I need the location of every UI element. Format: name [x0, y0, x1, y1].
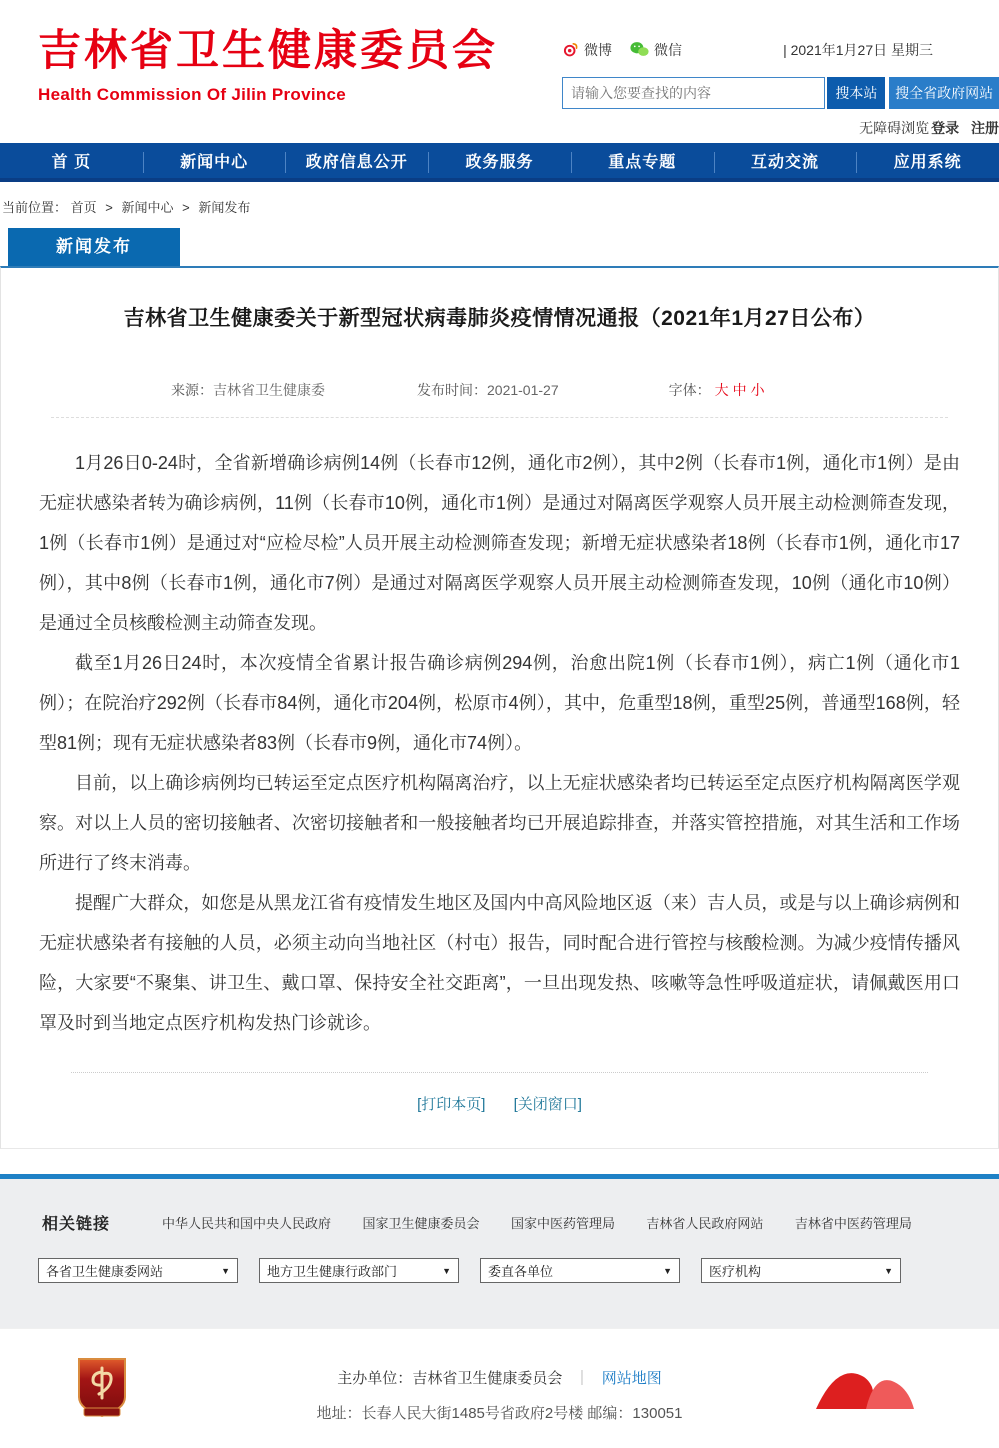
nav-item-home[interactable]: 首 页 — [51, 154, 92, 171]
article-paragraph: 截至1月26日24时，本次疫情全省累计报告确诊病例294例，治愈出院1例（长春市1例），病亡1例（通化市1例）；在院治疗292例（长春市84例，通化市204例，松原市4例），其中，危重型18例，重型25例，普通型168例，轻型81例；现有无症状感染者83例（长春市9例，通化市74例）。 — [39, 653, 960, 753]
article-body — [1, 418, 998, 1043]
footer-divider: ｜ — [574, 1370, 590, 1387]
font-size-large-button[interactable]: 大 — [714, 382, 729, 398]
host-value: 吉林省卫生健康委员会 — [412, 1370, 563, 1387]
breadcrumb-home[interactable]: 首页 — [70, 200, 97, 215]
dropdown-medical-institutions[interactable] — [701, 1258, 901, 1283]
breadcrumb-separator: > — [105, 200, 113, 215]
site-footer — [0, 1328, 999, 1448]
article-paragraph: 提醒广大群众，如您是从黑龙江省有疫情发生地区及国内中高风险地区返（来）吉人员，或是与以上确诊病例和无症状感染者有接触的人员，必须主动向当地社区（村屯）报告，同时配合进行管控与核酸检测。为减少疫情传播风险，大家要“不聚集、讲卫生、戴口罩、保持安全社交距离”，一旦出现发热、咳嗽等急性呼吸道症状，请佩戴医用口罩及时到当地定点医疗机构发热门诊就诊。 — [39, 893, 960, 1033]
related-link-nhc[interactable]: 国家卫生健康委员会 — [362, 1215, 480, 1231]
dropdown-selected-value: 医疗机构 — [709, 1264, 762, 1279]
search-input[interactable] — [562, 77, 825, 109]
weibo-link[interactable] — [562, 40, 612, 60]
tab-news-release[interactable]: 新闻发布 — [8, 228, 180, 266]
article-paragraph: 目前，以上确诊病例均已转运至定点医疗机构隔离治疗，以上无症状感染者均已转运至定点医疗机构隔离医学观察。对以上人员的密切接触者、次密切接触者和一般接触者均已开展追踪排查，并落实管控措施，对其生活和工作场所进行了终末消毒。 — [39, 773, 960, 873]
footer-address-line: 地址：长春人民大街1485号省政府2号楼 邮编：130051 — [316, 1405, 683, 1422]
article-paragraph: 1月26日0-24时，全省新增确诊病例14例（长春市12例，通化市2例），其中2例（长春市1例，通化市1例）是由无症状感染者转为确诊病例，11例（长春市10例，通化市1例）是通过对隔离医学观察人员开展主动检测筛查发现，1例（长春市1例）是通过对“应检尽检”人员开展主动检测筛查发现；新增无症状感染者18例（长春市1例，通化市17例），其中8例（长春市1例，通化市7例）是通过对隔离医学观察人员开展主动检测筛查发现，10例（通化市10例）是通过全员核酸检测主动筛查发现。 — [39, 453, 960, 633]
body-divider — [71, 1072, 928, 1073]
register-link[interactable]: 注册 — [971, 120, 999, 136]
article-source — [171, 380, 325, 400]
breadcrumb-separator: > — [182, 200, 190, 215]
government-site-emblem-icon — [76, 1356, 128, 1427]
dropdown-affiliated-units[interactable] — [480, 1258, 680, 1283]
login-row — [562, 118, 999, 138]
nav-item-applications[interactable]: 应用系统 — [856, 143, 999, 178]
search-bar — [562, 77, 999, 109]
nav-item-interaction[interactable]: 互动交流 — [714, 143, 857, 178]
header-right — [562, 40, 999, 138]
breadcrumb-label: 当前位置： — [2, 200, 68, 215]
article-panel — [0, 266, 999, 1149]
chevron-down-icon: ▼ — [663, 1265, 672, 1276]
search-site-button[interactable]: 搜本站 — [827, 77, 885, 109]
related-links-row — [0, 1211, 999, 1234]
chevron-down-icon: ▼ — [884, 1265, 893, 1276]
breadcrumb-news-center[interactable]: 新闻中心 — [121, 200, 174, 215]
site-title-english: Health Commission Of Jilin Province — [38, 85, 347, 105]
chevron-down-icon: ▼ — [221, 1265, 230, 1276]
font-size-medium-button[interactable]: 中 — [732, 382, 747, 398]
related-section — [0, 1179, 999, 1328]
source-value: 吉林省卫生健康委 — [213, 382, 325, 398]
nav-item-gov-services[interactable]: 政务服务 — [428, 143, 571, 178]
dropdown-selected-value: 各省卫生健康委网站 — [46, 1264, 164, 1279]
site-header — [0, 0, 999, 143]
nav-item-news-center[interactable]: 新闻中心 — [143, 143, 286, 178]
related-link-natcm[interactable]: 国家中医药管理局 — [510, 1215, 615, 1231]
font-label: 字体： — [668, 382, 711, 398]
dropdown-provincial-health-sites[interactable] — [38, 1258, 238, 1283]
publish-label: 发布时间： — [417, 382, 487, 398]
wechat-link[interactable] — [630, 40, 682, 60]
article-actions — [1, 1093, 998, 1114]
chevron-down-icon: ▼ — [442, 1265, 451, 1276]
print-page-link[interactable]: [打印本页] — [417, 1096, 486, 1113]
article-meta — [1, 380, 998, 400]
site-title-chinese: 吉林省卫生健康委员会 — [38, 27, 498, 75]
dropdown-local-health-depts[interactable] — [259, 1258, 459, 1283]
related-links-list — [162, 1213, 939, 1233]
close-window-link[interactable]: [关闭窗口] — [513, 1096, 582, 1113]
related-link-jilin-tcm[interactable]: 吉林省中医药管理局 — [794, 1215, 912, 1231]
main-nav — [0, 143, 999, 182]
site-logo[interactable] — [38, 28, 498, 105]
related-dropdown-row — [0, 1234, 999, 1283]
accessibility-link[interactable]: 无障碍浏览 — [859, 120, 930, 136]
font-size-small-button[interactable]: 小 — [750, 382, 765, 398]
wechat-icon — [630, 41, 654, 60]
font-size-control — [669, 380, 765, 400]
weibo-icon — [562, 41, 584, 60]
weibo-label: 微博 — [584, 42, 612, 58]
footer-red-logo-icon — [808, 1359, 923, 1414]
wechat-label: 微信 — [654, 42, 682, 58]
search-gov-button[interactable]: 搜全省政府网站 — [889, 77, 999, 109]
login-link[interactable]: 登录 — [931, 120, 960, 136]
host-label: 主办单位： — [337, 1370, 413, 1387]
dropdown-selected-value: 委直各单位 — [488, 1264, 554, 1279]
nav-item-gov-info[interactable]: 政府信息公开 — [285, 143, 428, 178]
related-link-central-gov[interactable]: 中华人民共和国中央人民政府 — [162, 1215, 332, 1231]
article-publish-time — [417, 380, 559, 400]
sitemap-link[interactable]: 网站地图 — [601, 1370, 662, 1387]
related-links-title: 相关链接 — [42, 1216, 111, 1233]
breadcrumb — [0, 182, 999, 228]
dropdown-selected-value: 地方卫生健康行政部门 — [267, 1264, 398, 1279]
related-link-jilin-gov[interactable]: 吉林省人民政府网站 — [646, 1215, 764, 1231]
nav-item-key-topics[interactable]: 重点专题 — [571, 143, 714, 178]
article-title: 吉林省卫生健康委关于新型冠状病毒肺炎疫情情况通报（2021年1月27日公布） — [123, 307, 876, 330]
current-date: | 2021年1月27日 星期三 — [783, 42, 933, 58]
social-date-row — [562, 40, 999, 60]
source-label: 来源： — [171, 382, 213, 398]
publish-value: 2021-01-27 — [487, 382, 559, 398]
breadcrumb-news-release[interactable]: 新闻发布 — [198, 200, 251, 215]
